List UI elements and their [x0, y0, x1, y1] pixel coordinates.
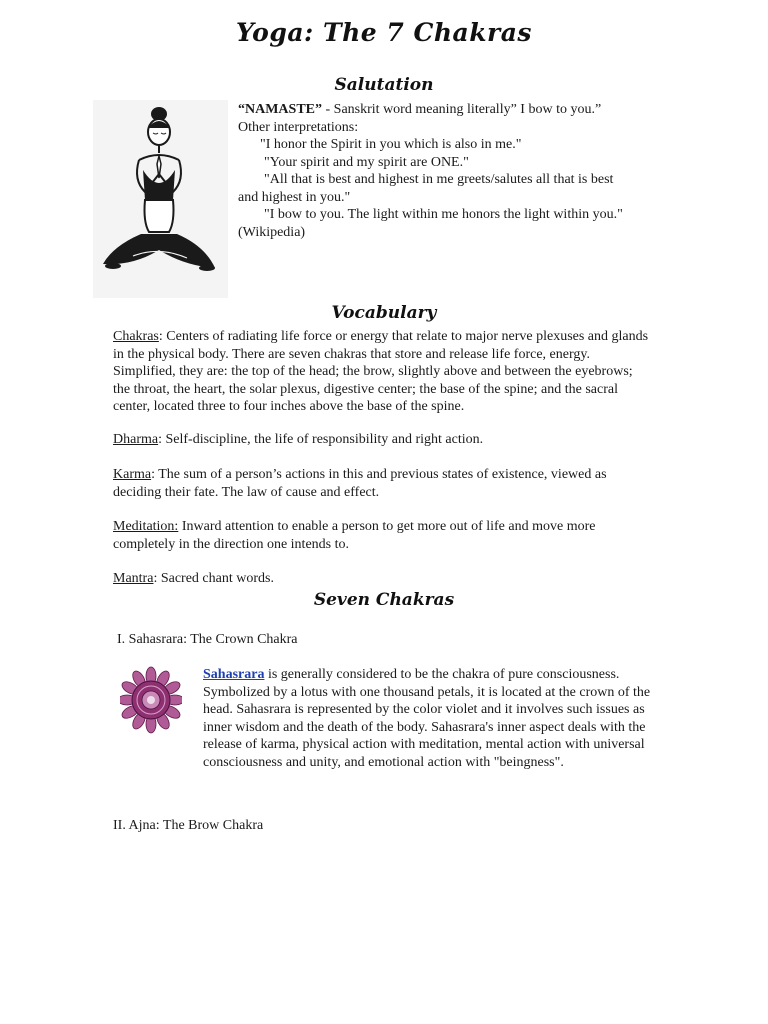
chakra-1-description [203, 666, 655, 771]
vocab-sep: : [158, 432, 166, 447]
other-interpretations-label: Other interpretations: [238, 119, 359, 135]
chakra-1-title: I. Sahasrara: The Crown Chakra [117, 632, 298, 647]
interpretation-2: "Your spirit and my spirit are ONE." [264, 154, 469, 170]
vocab-item-meditation [113, 518, 653, 553]
vocabulary-heading: Vocabulary [331, 303, 437, 323]
interpretation-3a: "All that is best and highest in me greets/salutes all that is best [264, 172, 614, 187]
salutation-heading: Salutation [334, 75, 434, 95]
vocab-item-karma [113, 466, 653, 501]
vocab-definition: Inward attention to enable a person to get more out of life and move more completely in the direction one intends to. [113, 519, 596, 552]
vocab-item-mantra [113, 570, 653, 588]
page-title: Yoga: The 7 Chakras [236, 18, 532, 47]
salutation-text [238, 101, 658, 241]
vocab-item-dharma [113, 431, 653, 449]
namaste-meaning: - Sanskrit word meaning literally” I bow to you.” [322, 102, 602, 117]
sahasrara-link[interactable]: Sahasrara [203, 667, 265, 682]
vocab-term: Chakras [113, 329, 159, 344]
vocab-definition: Centers of radiating life force or energy that relate to major nerve plexuses and glands in the physical body. There are seven chakras that store and release life force, energy. Simplified, they are: the top of the head; the brow, slightly above and between the eyebrows; the throat, the heart, the solar plexus, digestive center; the base of the spine; and the sacral center, located three to four inches above the base of the spine. [113, 329, 649, 414]
seven-chakras-heading: Seven Chakras [313, 590, 455, 610]
vocab-sep: : [153, 571, 161, 586]
vocab-sep: : [151, 467, 159, 482]
interpretation-1: "I honor the Spirit in you which is also in me." [260, 137, 522, 152]
vocab-term: Meditation: [113, 519, 179, 534]
vocab-definition: The sum of a person’s actions in this and previous states of existence, viewed as deciding their fate. The law of cause and effect. [113, 467, 607, 500]
yoga-figure-illustration [93, 100, 228, 298]
chakra-1-text: is generally considered to be the chakra of pure consciousness. Symbolized by a lotus with one thousand petals, it is located at the crown of the head. Sahasrara is represented by the color violet and it involves such issues as inner wisdom and the death of the body. Sahasrara's inner aspect deals with the release of karma, physical action with meditation, mental action with universal consciousness and unity, and emotional action with "beingness". [203, 667, 651, 770]
interpretation-3b: and highest in you." [238, 189, 351, 205]
crown-lotus-icon [120, 666, 182, 734]
chakra-2-title: II. Ajna: The Brow Chakra [113, 818, 264, 833]
interpretation-4: "I bow to you. The light within me honors the light within you." [264, 207, 623, 222]
vocab-sep: : [158, 329, 167, 344]
vocab-item-chakras [113, 328, 653, 416]
wikipedia-source: (Wikipedia) [238, 224, 306, 240]
vocab-definition: Self-discipline, the life of responsibility and right action. [165, 432, 484, 447]
namaste-word: “NAMASTE” [238, 102, 323, 117]
vocab-term: Karma [113, 467, 152, 482]
vocab-definition: Sacred chant words. [160, 571, 274, 586]
vocab-term: Dharma [113, 432, 159, 447]
vocab-term: Mantra [113, 571, 154, 586]
